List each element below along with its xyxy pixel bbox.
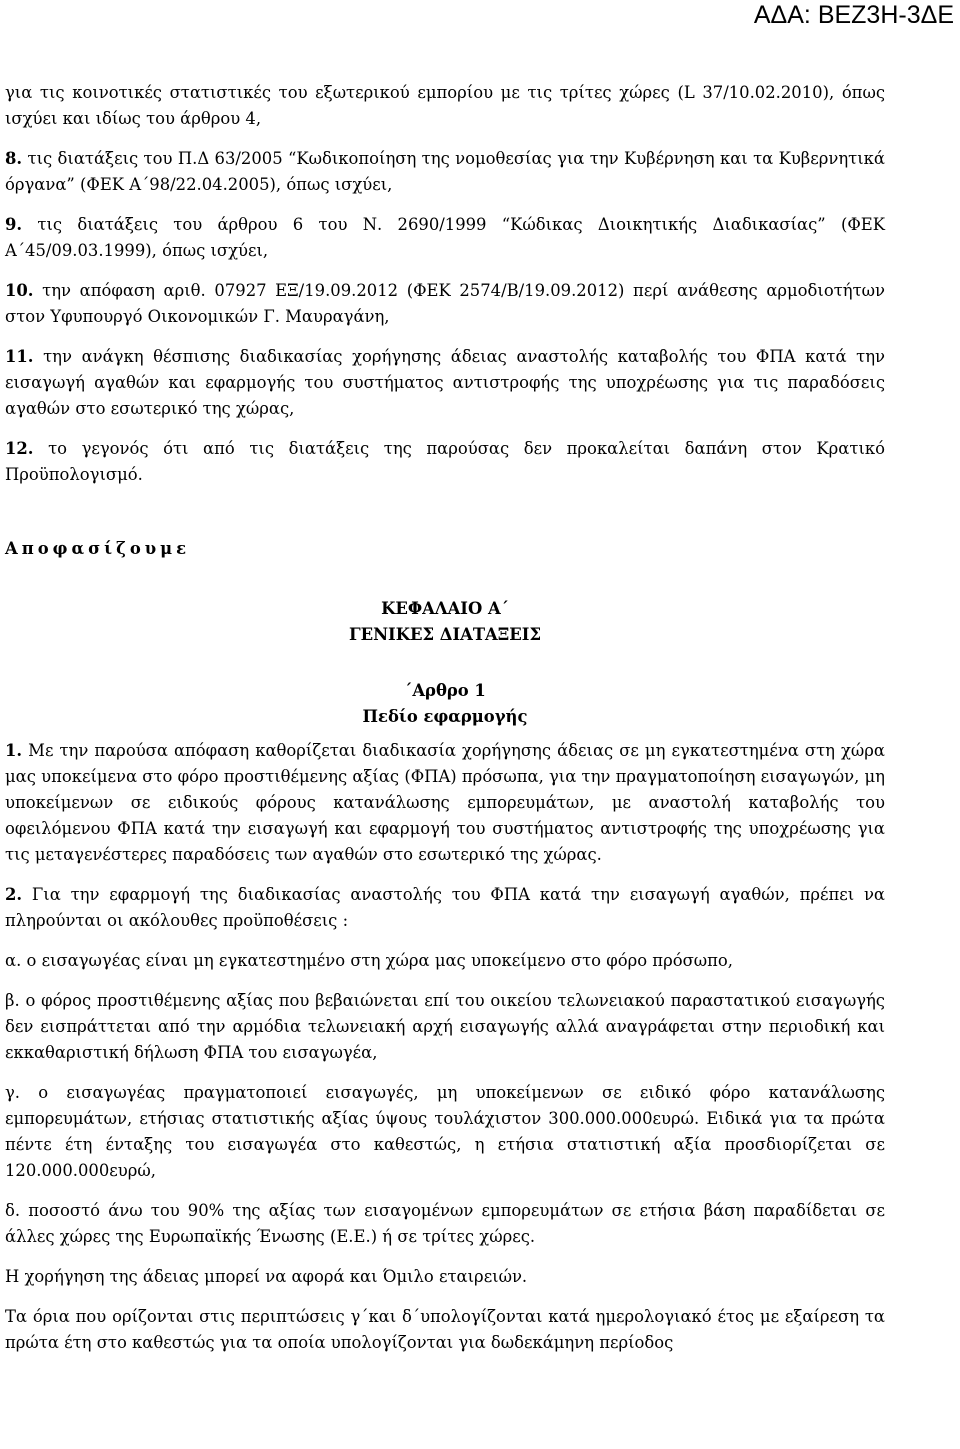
paragraph-text: για τις κοινοτικές στατιστικές του εξωτερικού εμπορίου με τις τρίτες χώρες (L 37/10.02.2010), όπως ισχύει και ιδίως του άρθρου 4, bbox=[5, 83, 885, 128]
paragraph-text: Για την εφαρμογή της διαδικασίας αναστολής του ΦΠΑ κατά την εισαγωγή αγαθών, πρέπει να πληρούνται οι ακόλουθες προϋποθέσεις : bbox=[5, 885, 885, 930]
paragraph-text: την απόφαση αριθ. 07927 ΕΞ/19.09.2012 (ΦΕΚ 2574/Β/19.09.2012) περί ανάθεσης αρμοδιοτήτων στον Υφυπουργό Οικονομικών Γ. Μαυραγάνη, bbox=[5, 281, 885, 326]
recital-paragraph bbox=[5, 344, 885, 422]
document-body bbox=[5, 80, 885, 1370]
paragraph-text: τις διατάξεις του Π.Δ 63/2005 “Κωδικοποίηση της νομοθεσίας για την Κυβέρνηση και τα Κυβερνητικά όργανα” (ΦΕΚ Α΄98/22.04.2005), όπως ισχύει, bbox=[5, 149, 885, 194]
decision-heading: Αποφασίζουμε bbox=[5, 539, 191, 558]
paragraph-number: 10. bbox=[5, 281, 34, 300]
paragraph-text: Τα όρια που ορίζονται στις περιπτώσεις γ΄και δ΄υπολογίζονται κατά ημερολογιακό έτος με εξαίρεση τα πρώτα έτη στο καθεστώς για τα οποία υπολογίζονται για δωδεκάμηνη περίοδος bbox=[5, 1307, 885, 1352]
recital-paragraph bbox=[5, 278, 885, 330]
chapter-subtitle: ΓΕΝΙΚΕΣ ΔΙΑΤΑΞΕΙΣ bbox=[348, 625, 542, 644]
paragraph-number: 12. bbox=[5, 439, 34, 458]
paragraph-text: α. ο εισαγωγέας είναι μη εγκατεστημένο στη χώρα μας υποκείμενο στο φόρο πρόσωπο, bbox=[5, 951, 733, 970]
chapter-title: ΚΕΦΑΛΑΙΟ Α΄ bbox=[381, 599, 509, 618]
paragraph-number: 2. bbox=[5, 885, 23, 904]
recital-paragraph bbox=[5, 436, 885, 488]
condition-item bbox=[5, 988, 885, 1066]
article-paragraph bbox=[5, 1304, 885, 1356]
paragraph-text: β. ο φόρος προστιθέμενης αξίας που βεβαιώνεται επί του οικείου τελωνειακού παραστατικού εισαγωγής δεν εισπράττεται από την αρμόδια τελωνειακή αρχή εισαγωγής αλλά αναγράφεται στην περιοδική και εκκαθαριστική δήλωση ΦΠΑ του εισαγωγέα, bbox=[5, 991, 885, 1062]
paragraph-text: Με την παρούσα απόφαση καθορίζεται διαδικασία χορήγησης άδειας σε μη εγκατεστημένα στη χώρα μας υποκείμενα στο φόρο προστιθέμενης αξίας (ΦΠΑ) πρόσωπα, για την πραγματοποίηση εισαγωγών, μη υποκείμενων σε ειδικούς φόρους κατανάλωσης εμπορευμάτων, με αναστολή καταβολής του οφειλόμενου ΦΠΑ κατά την εισαγωγή και εφαρμογή του συστήματος αντιστροφής της υποχρέωσης για τις μεταγενέστερες παραδόσεις των αγαθών στο εσωτερικό της χώρας. bbox=[5, 741, 885, 864]
article-paragraph bbox=[5, 882, 885, 934]
article-paragraph bbox=[5, 1264, 885, 1290]
paragraph-number: 1. bbox=[5, 741, 23, 760]
recital-paragraph bbox=[5, 146, 885, 198]
paragraph-text: το γεγονός ότι από τις διατάξεις της παρούσας δεν προκαλείται δαπάνη στον Κρατικό Προϋπολογισμό. bbox=[5, 439, 885, 484]
paragraph-number: 9. bbox=[5, 215, 23, 234]
paragraph-number: 11. bbox=[5, 347, 34, 366]
condition-item bbox=[5, 1080, 885, 1184]
condition-item bbox=[5, 1198, 885, 1250]
paragraph-text: Η χορήγηση της άδειας μπορεί να αφορά και Όμιλο εταιρειών. bbox=[5, 1267, 528, 1286]
article-title: ΄Αρθρο 1 bbox=[404, 681, 486, 700]
paragraph-text: γ. ο εισαγωγέας πραγματοποιεί εισαγωγές, μη υποκείμενων σε ειδικό φόρο κατανάλωσης εμπορευμάτων, ετήσιας στατιστικής αξίας ύψους τουλάχιστον 300.000.000ευρώ. Ειδικά για τα πρώτα πέντε έτη ένταξης του εισαγωγέα στο καθεστώς, η ετήσια στατιστική αξία προσδιορίζεται σε 120.000.000ευρώ, bbox=[5, 1083, 885, 1180]
ada-code: ΑΔΑ: ΒΕΖ3Η-3ΔΕ bbox=[753, 1, 954, 29]
recital-paragraph bbox=[5, 212, 885, 264]
paragraph-text: δ. ποσοστό άνω του 90% της αξίας των εισαγομένων εμπορευμάτων σε ετήσια βάση παραδίδεται σε άλλες χώρες της Ευρωπαϊκής Ένωσης (Ε.Ε.) ή σε τρίτες χώρες. bbox=[5, 1201, 885, 1246]
paragraph-number: 8. bbox=[5, 149, 23, 168]
paragraph-text: τις διατάξεις του άρθρου 6 του Ν. 2690/1999 “Κώδικας Διοικητικής Διαδικασίας” (ΦΕΚ Α΄45/09.03.1999), όπως ισχύει, bbox=[5, 215, 885, 260]
article-paragraph bbox=[5, 738, 885, 868]
condition-item bbox=[5, 948, 885, 974]
paragraph-text: την ανάγκη θέσπισης διαδικασίας χορήγησης άδειας αναστολής καταβολής του ΦΠΑ κατά την εισαγωγή αγαθών και εφαρμογής του συστήματος αντιστροφής της υποχρέωσης για τις παραδόσεις αγαθών στο εσωτερικό της χώρας, bbox=[5, 347, 885, 418]
recital-paragraph bbox=[5, 80, 885, 132]
article-subtitle: Πεδίο εφαρμογής bbox=[362, 707, 528, 726]
